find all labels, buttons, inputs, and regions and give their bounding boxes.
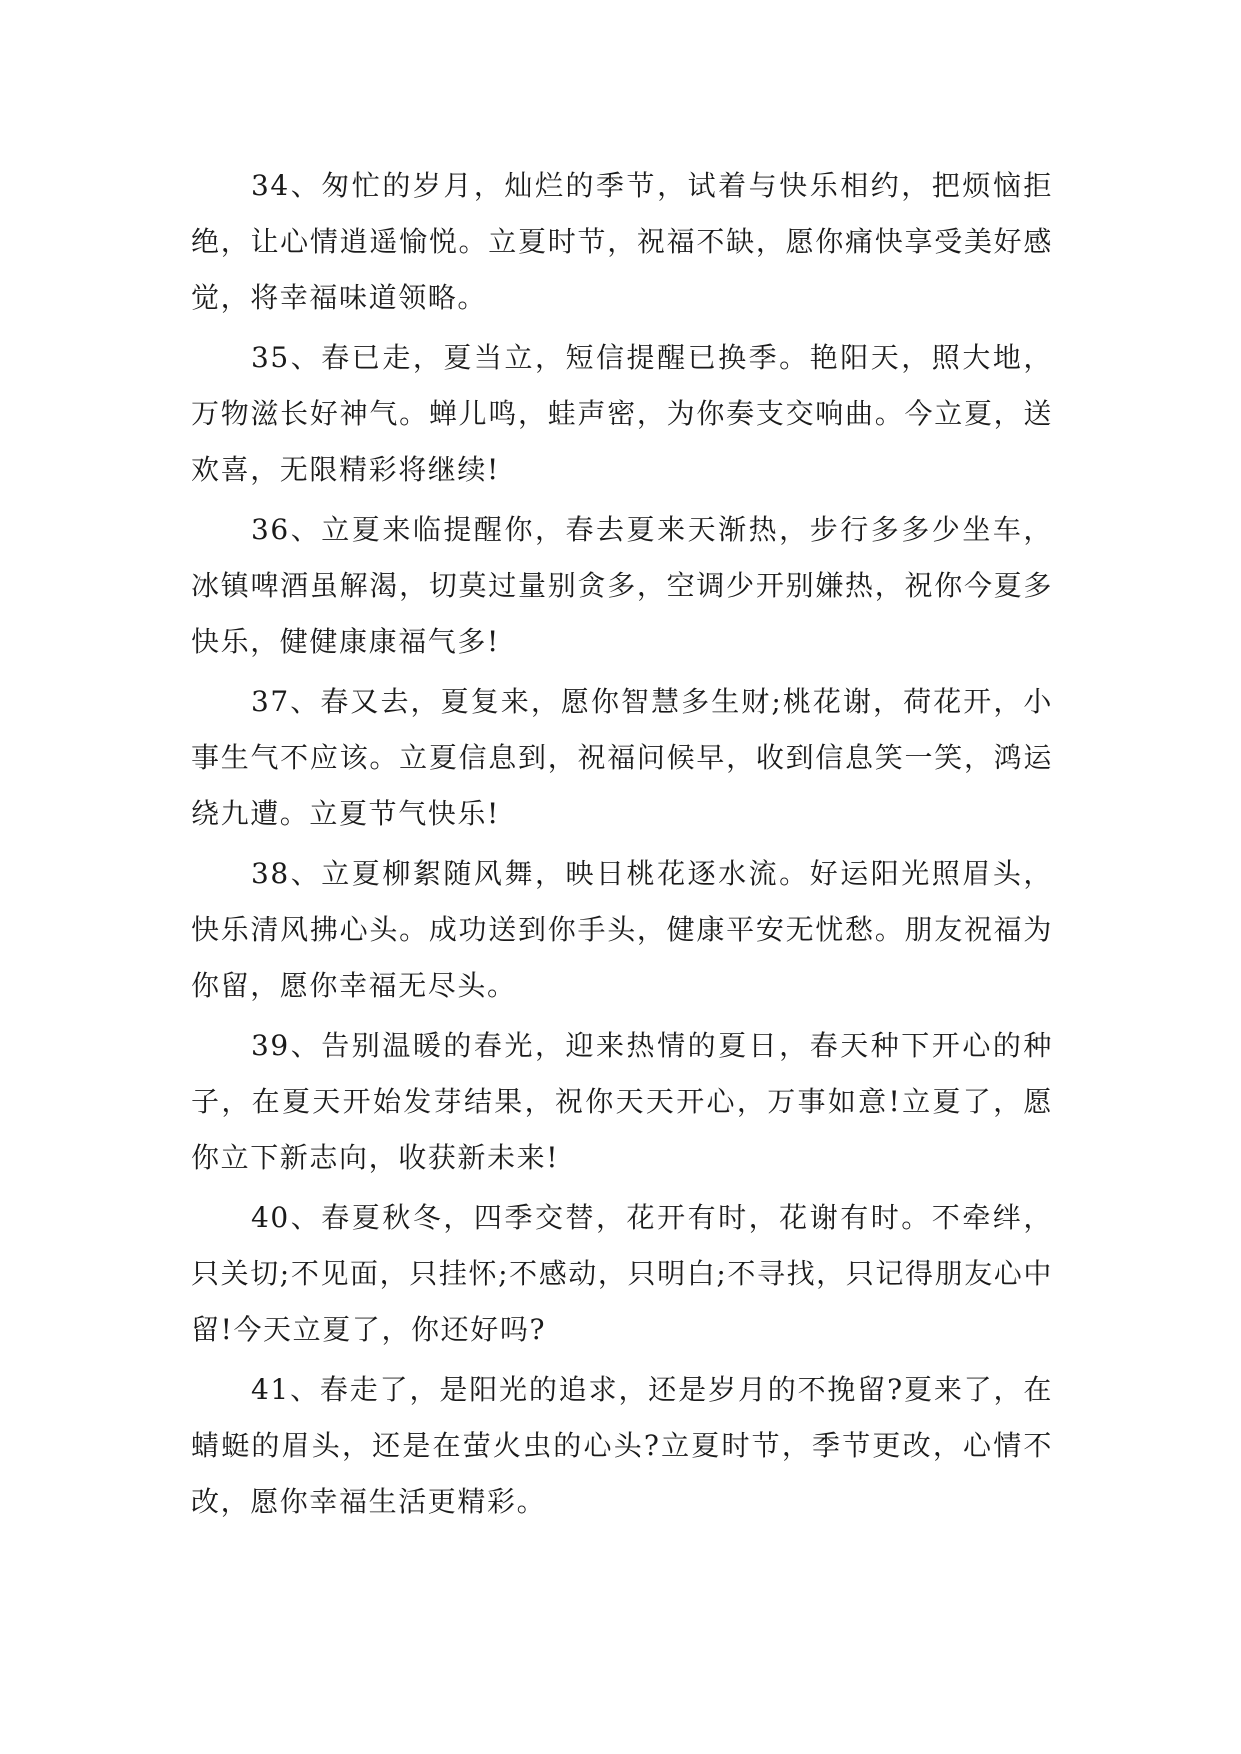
- paragraph-35: 35、春已走，夏当立，短信提醒已换季。艳阳天，照大地，万物滋长好神气。蝉儿鸣，蛙声密，为你奏支交响曲。今立夏，送欢喜，无限精彩将继续!: [191, 341, 1053, 486]
- paragraph-37: 37、春又去，夏复来，愿你智慧多生财;桃花谢，荷花开，小事生气不应该。立夏信息到，祝福问候早，收到信息笑一笑，鸿运绕九遭。立夏节气快乐!: [191, 685, 1053, 830]
- paragraph-40: 40、春夏秋冬，四季交替，花开有时，花谢有时。不牵绊，只关切;不见面，只挂怀;不感动，只明白;不寻找，只记得朋友心中留!今天立夏了，你还好吗?: [191, 1201, 1053, 1346]
- paragraph-38: 38、立夏柳絮随风舞，映日桃花逐水流。好运阳光照眉头，快乐清风拂心头。成功送到你手头，健康平安无忧愁。朋友祝福为你留，愿你幸福无尽头。: [191, 857, 1053, 1002]
- document-body: [191, 158, 1053, 1534]
- paragraph-41: 41、春走了，是阳光的追求，还是岁月的不挽留?夏来了，在蜻蜓的眉头，还是在萤火虫的心头?立夏时节，季节更改，心情不改，愿你幸福生活更精彩。: [191, 1373, 1053, 1518]
- paragraph-34: 34、匆忙的岁月，灿烂的季节，试着与快乐相约，把烦恼拒绝，让心情逍遥愉悦。立夏时节，祝福不缺，愿你痛快享受美好感觉，将幸福味道领略。: [191, 169, 1053, 314]
- paragraph-39: 39、告别温暖的春光，迎来热情的夏日，春天种下开心的种子，在夏天开始发芽结果，祝你天天开心，万事如意!立夏了，愿你立下新志向，收获新未来!: [191, 1029, 1053, 1174]
- paragraph-36: 36、立夏来临提醒你，春去夏来天渐热，步行多多少坐车，冰镇啤酒虽解渴，切莫过量别贪多，空调少开别嫌热，祝你今夏多快乐，健健康康福气多!: [191, 513, 1053, 658]
